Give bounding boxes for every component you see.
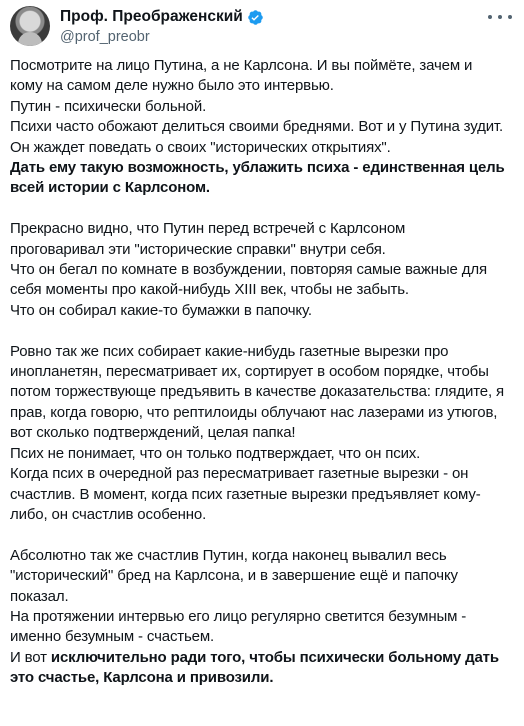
tweet-line	[10, 668, 516, 688]
text-segment: Психи часто обожают делиться своими бреднями. Вот и у Путина зудит.	[10, 118, 503, 136]
text-segment: Псих не понимает, что он только подтверждает, что он псих.	[10, 444, 421, 462]
text-segment: прав, когда говорю, что рептилоиды облучают нас лазерами из утюгов,	[10, 403, 498, 421]
text-segment: потом торжествующе предъявить в качестве доказательства: глядите, я	[10, 383, 504, 401]
display-name-row	[60, 7, 264, 27]
tweet-paragraph	[10, 546, 516, 689]
text-segment: вот сколько подтверждений, целая папка!	[10, 424, 296, 442]
tweet-paragraph	[10, 56, 516, 199]
tweet-line	[10, 260, 516, 280]
more-dot	[488, 15, 492, 19]
text-segment: счастлив. В момент, когда псих газетные вырезки предъявляет кому-	[10, 485, 481, 503]
tweet-line	[10, 219, 516, 239]
tweet-header	[10, 6, 514, 50]
author-display-name[interactable]: Проф. Преображенский	[60, 8, 243, 25]
tweet-line	[10, 97, 516, 117]
tweet-paragraph	[10, 342, 516, 526]
text-segment: кому на самом деле нужно было это интервью.	[10, 77, 334, 95]
text-segment: показал.	[10, 587, 69, 605]
tweet-line	[10, 546, 516, 566]
tweet-line	[10, 301, 516, 321]
tweet-line	[10, 464, 516, 484]
text-segment: Посмотрите на лицо Путина, а не Карлсона. И вы поймёте, зачем и	[10, 57, 473, 74]
text-segment: Когда псих в очередной раз пересматривает газетные вырезки - он	[10, 465, 469, 483]
tweet-line	[10, 138, 516, 158]
author-handle[interactable]: @prof_preobr	[60, 29, 150, 45]
text-segment: Он жаждет поведать о своих "исторических открытиях".	[10, 138, 391, 156]
text-segment: именно безумным - счастьем.	[10, 628, 215, 646]
tweet-line	[10, 607, 516, 627]
tweet-line	[10, 648, 516, 668]
bold-text: это счастье, Карлсона и привозили.	[10, 669, 274, 687]
tweet-line	[10, 56, 516, 76]
text-segment: Абсолютно так же счастлив Путин, когда наконец вывалил весь	[10, 546, 447, 564]
verified-badge-icon	[247, 9, 264, 26]
bold-text: всей истории с Карлсоном.	[10, 179, 210, 197]
text-segment: инопланетян, пересматривает их, сортирует в особом порядке, чтобы	[10, 363, 489, 381]
tweet-line	[10, 178, 516, 198]
tweet-line	[10, 382, 516, 402]
tweet-line	[10, 566, 516, 586]
tweet-line	[10, 505, 516, 525]
text-segment: Что он собирал какие-то бумажки в папочку.	[10, 301, 312, 319]
more-options-icon[interactable]	[488, 10, 512, 24]
bold-text: Дать ему такую возможность, ублажить психа - единственная цель	[10, 159, 505, 177]
tweet-line	[10, 240, 516, 260]
text-segment: На протяжении интервью его лицо регулярно светится безумным -	[10, 607, 467, 625]
tweet-line	[10, 587, 516, 607]
text-segment: Что он бегал по комнате в возбуждении, повторяя самые важные для	[10, 261, 487, 279]
tweet-line	[10, 158, 516, 178]
tweet-line	[10, 403, 516, 423]
avatar[interactable]	[10, 6, 50, 46]
tweet-line	[10, 627, 516, 647]
text-segment: либо, он счастлив особенно.	[10, 505, 207, 523]
tweet-line	[10, 117, 516, 137]
tweet-line	[10, 485, 516, 505]
text-segment: "исторический" бред на Карлсона, и в завершение ещё и папочку	[10, 567, 458, 585]
tweet-text	[10, 56, 516, 689]
tweet-line	[10, 362, 516, 382]
text-segment: проговаривал эти "исторические справки" внутри себя.	[10, 240, 386, 258]
tweet-line	[10, 280, 516, 300]
text-segment: себя моменты про какой-нибудь XIII век, чтобы не забыть.	[10, 281, 409, 299]
more-dot	[498, 15, 502, 19]
bold-text: исключительно ради того, чтобы психически больному дать	[50, 648, 499, 666]
tweet-paragraph	[10, 219, 516, 321]
text-segment: И вот	[10, 648, 51, 666]
text-segment: Путин - психически больной.	[10, 97, 207, 115]
text-segment: Ровно так же псих собирает какие-нибудь газетные вырезки про	[10, 342, 449, 360]
tweet-line	[10, 423, 516, 443]
tweet-line	[10, 76, 516, 96]
tweet-line	[10, 444, 516, 464]
more-dot	[508, 15, 512, 19]
text-segment: Прекрасно видно, что Путин перед встречей с Карлсоном	[10, 220, 406, 238]
author-block	[60, 7, 264, 46]
tweet-line	[10, 342, 516, 362]
